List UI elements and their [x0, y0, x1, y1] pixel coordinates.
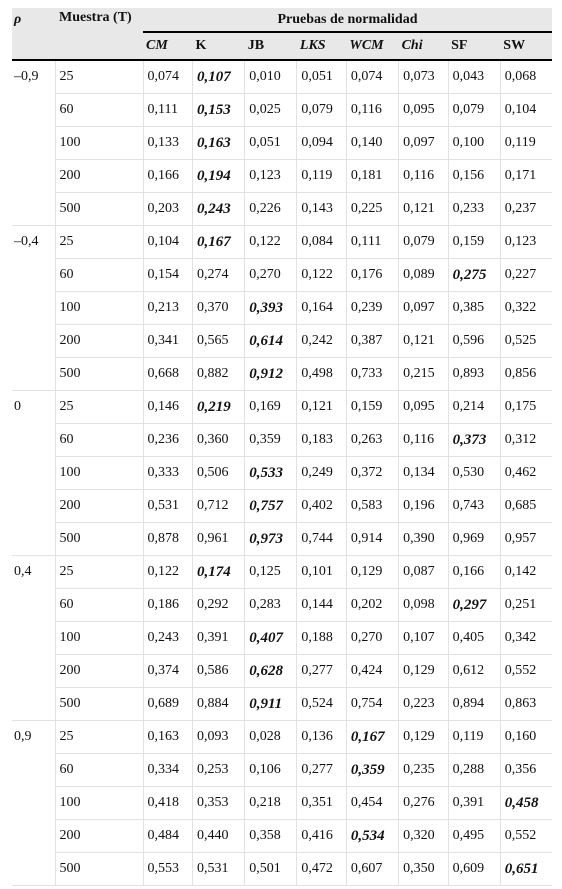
rho-cell [12, 754, 55, 787]
normality-tests-table [12, 8, 552, 886]
value-cell: 0,084 [297, 226, 346, 259]
value-cell: 0,123 [500, 226, 552, 259]
test-column-header: SW [500, 32, 552, 60]
table-row [12, 292, 552, 325]
value-cell: 0,524 [297, 688, 346, 721]
value-cell: 0,142 [500, 556, 552, 589]
value-cell: 0,188 [297, 622, 346, 655]
rho-cell: –0,4 [14, 234, 39, 250]
table-header [12, 8, 552, 60]
highlighted-value-cell: 0,912 [245, 358, 297, 391]
value-cell: 0,668 [143, 358, 192, 391]
value-cell: 0,104 [143, 226, 192, 259]
value-cell: 0,274 [192, 259, 244, 292]
rho-cell [12, 292, 55, 325]
value-cell: 0,531 [192, 853, 244, 886]
value-cell: 0,270 [346, 622, 398, 655]
value-cell: 0,353 [192, 787, 244, 820]
value-cell: 0,583 [346, 490, 398, 523]
value-cell: 0,277 [297, 655, 346, 688]
value-cell: 0,312 [500, 424, 552, 457]
rho-column-header: ρ [12, 8, 55, 60]
sample-size-cell: 500 [55, 358, 143, 391]
value-cell: 0,181 [346, 160, 398, 193]
value-cell: 0,104 [500, 94, 552, 127]
value-cell: 0,878 [143, 523, 192, 556]
value-cell: 0,119 [448, 721, 500, 754]
highlighted-value-cell: 0,243 [192, 193, 244, 226]
value-cell: 0,028 [245, 721, 297, 754]
value-cell: 0,095 [399, 94, 448, 127]
value-cell: 0,215 [399, 358, 448, 391]
value-cell: 0,322 [500, 292, 552, 325]
value-cell: 0,122 [245, 226, 297, 259]
value-cell: 0,196 [399, 490, 448, 523]
value-cell: 0,186 [143, 589, 192, 622]
value-cell: 0,743 [448, 490, 500, 523]
value-cell: 0,754 [346, 688, 398, 721]
value-cell: 0,079 [297, 94, 346, 127]
value-cell: 0,552 [500, 820, 552, 853]
value-cell: 0,351 [297, 787, 346, 820]
value-cell: 0,894 [448, 688, 500, 721]
highlighted-value-cell: 0,297 [448, 589, 500, 622]
rho-cell [12, 853, 55, 886]
value-cell: 0,292 [192, 589, 244, 622]
highlighted-value-cell: 0,163 [192, 127, 244, 160]
value-cell: 0,418 [143, 787, 192, 820]
value-cell: 0,374 [143, 655, 192, 688]
value-cell: 0,079 [448, 94, 500, 127]
table-row [12, 325, 552, 358]
value-cell: 0,125 [245, 556, 297, 589]
table-row [12, 127, 552, 160]
value-cell: 0,101 [297, 556, 346, 589]
value-cell: 0,025 [245, 94, 297, 127]
value-cell: 0,712 [192, 490, 244, 523]
value-cell: 0,358 [245, 820, 297, 853]
highlighted-value-cell: 0,275 [448, 259, 500, 292]
highlighted-value-cell: 0,174 [192, 556, 244, 589]
value-cell: 0,163 [143, 721, 192, 754]
sample-size-cell: 200 [55, 820, 143, 853]
highlighted-value-cell: 0,407 [245, 622, 297, 655]
highlighted-value-cell: 0,757 [245, 490, 297, 523]
value-cell: 0,134 [399, 457, 448, 490]
value-cell: 0,203 [143, 193, 192, 226]
value-cell: 0,350 [399, 853, 448, 886]
value-cell: 0,239 [346, 292, 398, 325]
value-cell: 0,893 [448, 358, 500, 391]
sample-size-cell: 500 [55, 853, 143, 886]
value-cell: 0,146 [143, 391, 192, 424]
value-cell: 0,501 [245, 853, 297, 886]
value-cell: 0,961 [192, 523, 244, 556]
test-column-header: JB [245, 32, 297, 60]
value-cell: 0,123 [245, 160, 297, 193]
value-cell: 0,882 [192, 358, 244, 391]
sample-size-cell: 60 [55, 589, 143, 622]
sample-size-cell: 25 [55, 226, 143, 259]
rho-cell [12, 424, 55, 457]
value-cell: 0,074 [346, 60, 398, 94]
value-cell: 0,506 [192, 457, 244, 490]
value-cell: 0,111 [143, 94, 192, 127]
value-cell: 0,116 [346, 94, 398, 127]
value-cell: 0,385 [448, 292, 500, 325]
value-cell: 0,175 [500, 391, 552, 424]
value-cell: 0,391 [192, 622, 244, 655]
value-cell: 0,283 [245, 589, 297, 622]
value-cell: 0,169 [245, 391, 297, 424]
highlighted-value-cell: 0,973 [245, 523, 297, 556]
rho-cell [12, 358, 55, 391]
value-cell: 0,454 [346, 787, 398, 820]
sample-size-cell: 60 [55, 754, 143, 787]
value-cell: 0,341 [143, 325, 192, 358]
table-body [12, 60, 552, 886]
rho-cell [12, 160, 55, 193]
value-cell: 0,225 [346, 193, 398, 226]
value-cell: 0,156 [448, 160, 500, 193]
value-cell: 0,530 [448, 457, 500, 490]
value-cell: 0,391 [448, 787, 500, 820]
value-cell: 0,565 [192, 325, 244, 358]
highlighted-value-cell: 0,219 [192, 391, 244, 424]
test-column-header: LKS [297, 32, 346, 60]
table-row [12, 60, 552, 94]
value-cell: 0,093 [192, 721, 244, 754]
value-cell: 0,320 [399, 820, 448, 853]
rho-cell [12, 259, 55, 292]
value-cell: 0,277 [297, 754, 346, 787]
rho-cell: 0,4 [14, 564, 32, 580]
value-cell: 0,251 [500, 589, 552, 622]
rho-cell [12, 787, 55, 820]
highlighted-value-cell: 0,167 [192, 226, 244, 259]
value-cell: 0,095 [399, 391, 448, 424]
sample-size-cell: 60 [55, 94, 143, 127]
table-row [12, 853, 552, 886]
value-cell: 0,405 [448, 622, 500, 655]
value-cell: 0,333 [143, 457, 192, 490]
test-column-header: WCM [346, 32, 398, 60]
sample-size-cell: 500 [55, 688, 143, 721]
rho-cell: 0 [14, 399, 21, 415]
value-cell: 0,202 [346, 589, 398, 622]
sample-size-cell: 100 [55, 292, 143, 325]
sample-size-cell: 500 [55, 193, 143, 226]
value-cell: 0,119 [500, 127, 552, 160]
value-cell: 0,129 [399, 721, 448, 754]
value-cell: 0,010 [245, 60, 297, 94]
table-row [12, 754, 552, 787]
value-cell: 0,969 [448, 523, 500, 556]
test-column-header: Chi [399, 32, 448, 60]
value-cell: 0,068 [500, 60, 552, 94]
value-cell: 0,144 [297, 589, 346, 622]
rho-cell [12, 325, 55, 358]
rho-cell [12, 457, 55, 490]
value-cell: 0,164 [297, 292, 346, 325]
value-cell: 0,440 [192, 820, 244, 853]
rho-cell [12, 523, 55, 556]
value-cell: 0,176 [346, 259, 398, 292]
value-cell: 0,159 [448, 226, 500, 259]
value-cell: 0,607 [346, 853, 398, 886]
value-cell: 0,253 [192, 754, 244, 787]
sample-size-cell: 60 [55, 424, 143, 457]
value-cell: 0,133 [143, 127, 192, 160]
sample-size-cell: 100 [55, 622, 143, 655]
highlighted-value-cell: 0,153 [192, 94, 244, 127]
sample-size-cell: 100 [55, 127, 143, 160]
value-cell: 0,119 [297, 160, 346, 193]
value-cell: 0,863 [500, 688, 552, 721]
value-cell: 0,122 [297, 259, 346, 292]
table-row [12, 787, 552, 820]
value-cell: 0,685 [500, 490, 552, 523]
value-cell: 0,609 [448, 853, 500, 886]
sample-size-cell: 200 [55, 160, 143, 193]
value-cell: 0,166 [143, 160, 192, 193]
highlighted-value-cell: 0,614 [245, 325, 297, 358]
value-cell: 0,586 [192, 655, 244, 688]
sample-size-cell: 200 [55, 655, 143, 688]
table-row [12, 556, 552, 589]
value-cell: 0,160 [500, 721, 552, 754]
rho-cell [12, 820, 55, 853]
highlighted-value-cell: 0,458 [500, 787, 552, 820]
value-cell: 0,495 [448, 820, 500, 853]
table-row [12, 523, 552, 556]
sample-size-cell: 500 [55, 523, 143, 556]
rho-cell: –0,9 [14, 69, 39, 85]
value-cell: 0,249 [297, 457, 346, 490]
value-cell: 0,106 [245, 754, 297, 787]
value-cell: 0,237 [500, 193, 552, 226]
value-cell: 0,097 [399, 127, 448, 160]
rho-cell [12, 94, 55, 127]
value-cell: 0,402 [297, 490, 346, 523]
highlighted-value-cell: 0,911 [245, 688, 297, 721]
tests-group-header: Pruebas de normalidad [277, 11, 418, 27]
table-row [12, 424, 552, 457]
test-column-header: SF [448, 32, 500, 60]
value-cell: 0,235 [399, 754, 448, 787]
value-cell: 0,689 [143, 688, 192, 721]
value-cell: 0,089 [399, 259, 448, 292]
value-cell: 0,243 [143, 622, 192, 655]
value-cell: 0,097 [399, 292, 448, 325]
rho-cell [12, 193, 55, 226]
value-cell: 0,525 [500, 325, 552, 358]
value-cell: 0,356 [500, 754, 552, 787]
value-cell: 0,744 [297, 523, 346, 556]
sample-size-cell: 60 [55, 259, 143, 292]
table-row [12, 457, 552, 490]
sample-size-cell: 200 [55, 325, 143, 358]
value-cell: 0,183 [297, 424, 346, 457]
value-cell: 0,100 [448, 127, 500, 160]
value-cell: 0,051 [245, 127, 297, 160]
value-cell: 0,233 [448, 193, 500, 226]
value-cell: 0,372 [346, 457, 398, 490]
value-cell: 0,884 [192, 688, 244, 721]
value-cell: 0,079 [399, 226, 448, 259]
value-cell: 0,462 [500, 457, 552, 490]
value-cell: 0,914 [346, 523, 398, 556]
test-column-header: CM [143, 32, 192, 60]
highlighted-value-cell: 0,534 [346, 820, 398, 853]
value-cell: 0,263 [346, 424, 398, 457]
value-cell: 0,094 [297, 127, 346, 160]
highlighted-value-cell: 0,167 [346, 721, 398, 754]
value-cell: 0,957 [500, 523, 552, 556]
table-row [12, 391, 552, 424]
test-column-header: K [192, 32, 244, 60]
table-row [12, 490, 552, 523]
value-cell: 0,111 [346, 226, 398, 259]
rho-cell [12, 688, 55, 721]
value-cell: 0,733 [346, 358, 398, 391]
value-cell: 0,390 [399, 523, 448, 556]
value-cell: 0,227 [500, 259, 552, 292]
sample-size-cell: 25 [55, 391, 143, 424]
sample-column-header: Muestra (T) [55, 8, 143, 60]
value-cell: 0,360 [192, 424, 244, 457]
value-cell: 0,116 [399, 160, 448, 193]
sample-size-cell: 25 [55, 556, 143, 589]
value-cell: 0,276 [399, 787, 448, 820]
sample-size-cell: 100 [55, 787, 143, 820]
value-cell: 0,270 [245, 259, 297, 292]
value-cell: 0,416 [297, 820, 346, 853]
value-cell: 0,143 [297, 193, 346, 226]
rho-cell [12, 127, 55, 160]
highlighted-value-cell: 0,359 [346, 754, 398, 787]
highlighted-value-cell: 0,533 [245, 457, 297, 490]
table-row [12, 226, 552, 259]
table-row [12, 193, 552, 226]
value-cell: 0,107 [399, 622, 448, 655]
value-cell: 0,074 [143, 60, 192, 94]
value-cell: 0,226 [245, 193, 297, 226]
value-cell: 0,136 [297, 721, 346, 754]
value-cell: 0,051 [297, 60, 346, 94]
value-cell: 0,531 [143, 490, 192, 523]
highlighted-value-cell: 0,628 [245, 655, 297, 688]
value-cell: 0,342 [500, 622, 552, 655]
value-cell: 0,612 [448, 655, 500, 688]
value-cell: 0,288 [448, 754, 500, 787]
value-cell: 0,121 [297, 391, 346, 424]
value-cell: 0,214 [448, 391, 500, 424]
highlighted-value-cell: 0,107 [192, 60, 244, 94]
highlighted-value-cell: 0,651 [500, 853, 552, 886]
table-row [12, 358, 552, 391]
value-cell: 0,098 [399, 589, 448, 622]
value-cell: 0,596 [448, 325, 500, 358]
value-cell: 0,122 [143, 556, 192, 589]
highlighted-value-cell: 0,194 [192, 160, 244, 193]
value-cell: 0,121 [399, 325, 448, 358]
table-row [12, 721, 552, 754]
value-cell: 0,334 [143, 754, 192, 787]
value-cell: 0,856 [500, 358, 552, 391]
sample-size-cell: 25 [55, 721, 143, 754]
value-cell: 0,498 [297, 358, 346, 391]
sample-size-cell: 200 [55, 490, 143, 523]
table-row [12, 160, 552, 193]
value-cell: 0,553 [143, 853, 192, 886]
value-cell: 0,159 [346, 391, 398, 424]
value-cell: 0,484 [143, 820, 192, 853]
value-cell: 0,140 [346, 127, 398, 160]
table-row [12, 655, 552, 688]
value-cell: 0,387 [346, 325, 398, 358]
rho-cell [12, 622, 55, 655]
value-cell: 0,223 [399, 688, 448, 721]
rho-cell [12, 490, 55, 523]
table-row [12, 622, 552, 655]
value-cell: 0,552 [500, 655, 552, 688]
table-row [12, 94, 552, 127]
value-cell: 0,171 [500, 160, 552, 193]
highlighted-value-cell: 0,373 [448, 424, 500, 457]
value-cell: 0,129 [346, 556, 398, 589]
value-cell: 0,370 [192, 292, 244, 325]
value-cell: 0,359 [245, 424, 297, 457]
value-cell: 0,236 [143, 424, 192, 457]
value-cell: 0,213 [143, 292, 192, 325]
value-cell: 0,043 [448, 60, 500, 94]
table-row [12, 688, 552, 721]
rho-cell: 0,9 [14, 729, 32, 745]
value-cell: 0,154 [143, 259, 192, 292]
value-cell: 0,116 [399, 424, 448, 457]
value-cell: 0,129 [399, 655, 448, 688]
value-cell: 0,472 [297, 853, 346, 886]
value-cell: 0,218 [245, 787, 297, 820]
sample-size-cell: 100 [55, 457, 143, 490]
value-cell: 0,166 [448, 556, 500, 589]
table-row [12, 259, 552, 292]
value-cell: 0,073 [399, 60, 448, 94]
rho-cell [12, 655, 55, 688]
table-row [12, 820, 552, 853]
value-cell: 0,242 [297, 325, 346, 358]
sample-size-cell: 25 [55, 60, 143, 94]
value-cell: 0,424 [346, 655, 398, 688]
value-cell: 0,121 [399, 193, 448, 226]
value-cell: 0,087 [399, 556, 448, 589]
table-row [12, 589, 552, 622]
highlighted-value-cell: 0,393 [245, 292, 297, 325]
rho-cell [12, 589, 55, 622]
